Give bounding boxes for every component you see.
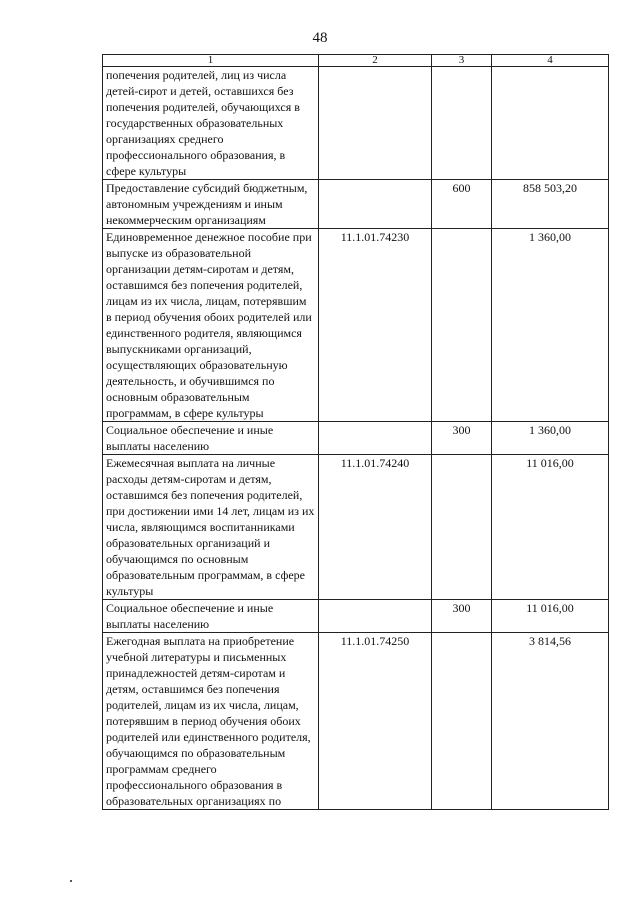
row-name: Социальное обеспечение и иные выплаты населению — [103, 422, 319, 455]
row-sum — [492, 67, 609, 180]
row-code — [319, 422, 432, 455]
header-col-3: 3 — [432, 55, 492, 67]
table-row — [103, 422, 609, 455]
table-row — [103, 455, 609, 600]
table-row — [103, 600, 609, 633]
row-sum: 1 360,00 — [492, 422, 609, 455]
table-row — [103, 180, 609, 229]
row-code — [319, 180, 432, 229]
row-expense-type: 300 — [432, 422, 492, 455]
row-expense-type: 300 — [432, 600, 492, 633]
header-col-2: 2 — [319, 55, 432, 67]
row-expense-type: 600 — [432, 180, 492, 229]
table-header — [103, 55, 609, 67]
scan-speck — [70, 880, 72, 882]
row-code: 11.1.01.74250 — [319, 633, 432, 810]
row-expense-type — [432, 229, 492, 422]
row-code: 11.1.01.74240 — [319, 455, 432, 600]
table-row — [103, 229, 609, 422]
row-code: 11.1.01.74230 — [319, 229, 432, 422]
row-name: Единовременное денежное пособие при выпуске из образовательной организации детям-сиротам и детям, оставшимся без попечения родителей, лицам из их числа, лицам, потерявшим в период обучения обоих родителей или единственного родителя, являющимся выпускниками организаций, осуществляющих образовательную деятельность, и обучившимся по основным образовательным программам, в сфере культуры — [103, 229, 319, 422]
header-col-1: 1 — [103, 55, 319, 67]
row-name: попечения родителей, лиц из числа детей-сирот и детей, оставшихся без попечения родителей, обучающихся в государственных образовательных организациях среднего профессионального образования, в сфере культуры — [103, 67, 319, 180]
row-name: Ежегодная выплата на приобретение учебной литературы и письменных принадлежностей детям-сиротам и детям, оставшимся без попечения родителей, лицам из их числа, лицам, потерявшим в период обучения обоих родителей или единственного родителя, обучающимся по образовательным программам среднего профессионального образования в образовательных организациях по — [103, 633, 319, 810]
header-col-4: 4 — [492, 55, 609, 67]
row-expense-type — [432, 455, 492, 600]
row-name: Социальное обеспечение и иные выплаты населению — [103, 600, 319, 633]
row-sum: 858 503,20 — [492, 180, 609, 229]
row-sum: 11 016,00 — [492, 455, 609, 600]
table-body — [103, 67, 609, 810]
row-sum: 3 814,56 — [492, 633, 609, 810]
row-sum: 1 360,00 — [492, 229, 609, 422]
row-sum: 11 016,00 — [492, 600, 609, 633]
row-expense-type — [432, 633, 492, 810]
page-number: 48 — [312, 30, 328, 46]
row-name: Ежемесячная выплата на личные расходы детям-сиротам и детям, оставшимся без попечения родителей, при достижении ими 14 лет, лицам из их числа, являющимся воспитанниками образовательных организаций и обучающимся по основным образовательным программам, в сфере культуры — [103, 455, 319, 600]
header-row — [103, 55, 609, 67]
table-row — [103, 67, 609, 180]
row-name: Предоставление субсидий бюджетным, автономным учреждениям и иным некоммерческим организациям — [103, 180, 319, 229]
budget-table — [102, 54, 609, 810]
row-code — [319, 67, 432, 180]
table-row — [103, 633, 609, 810]
row-expense-type — [432, 67, 492, 180]
row-code — [319, 600, 432, 633]
